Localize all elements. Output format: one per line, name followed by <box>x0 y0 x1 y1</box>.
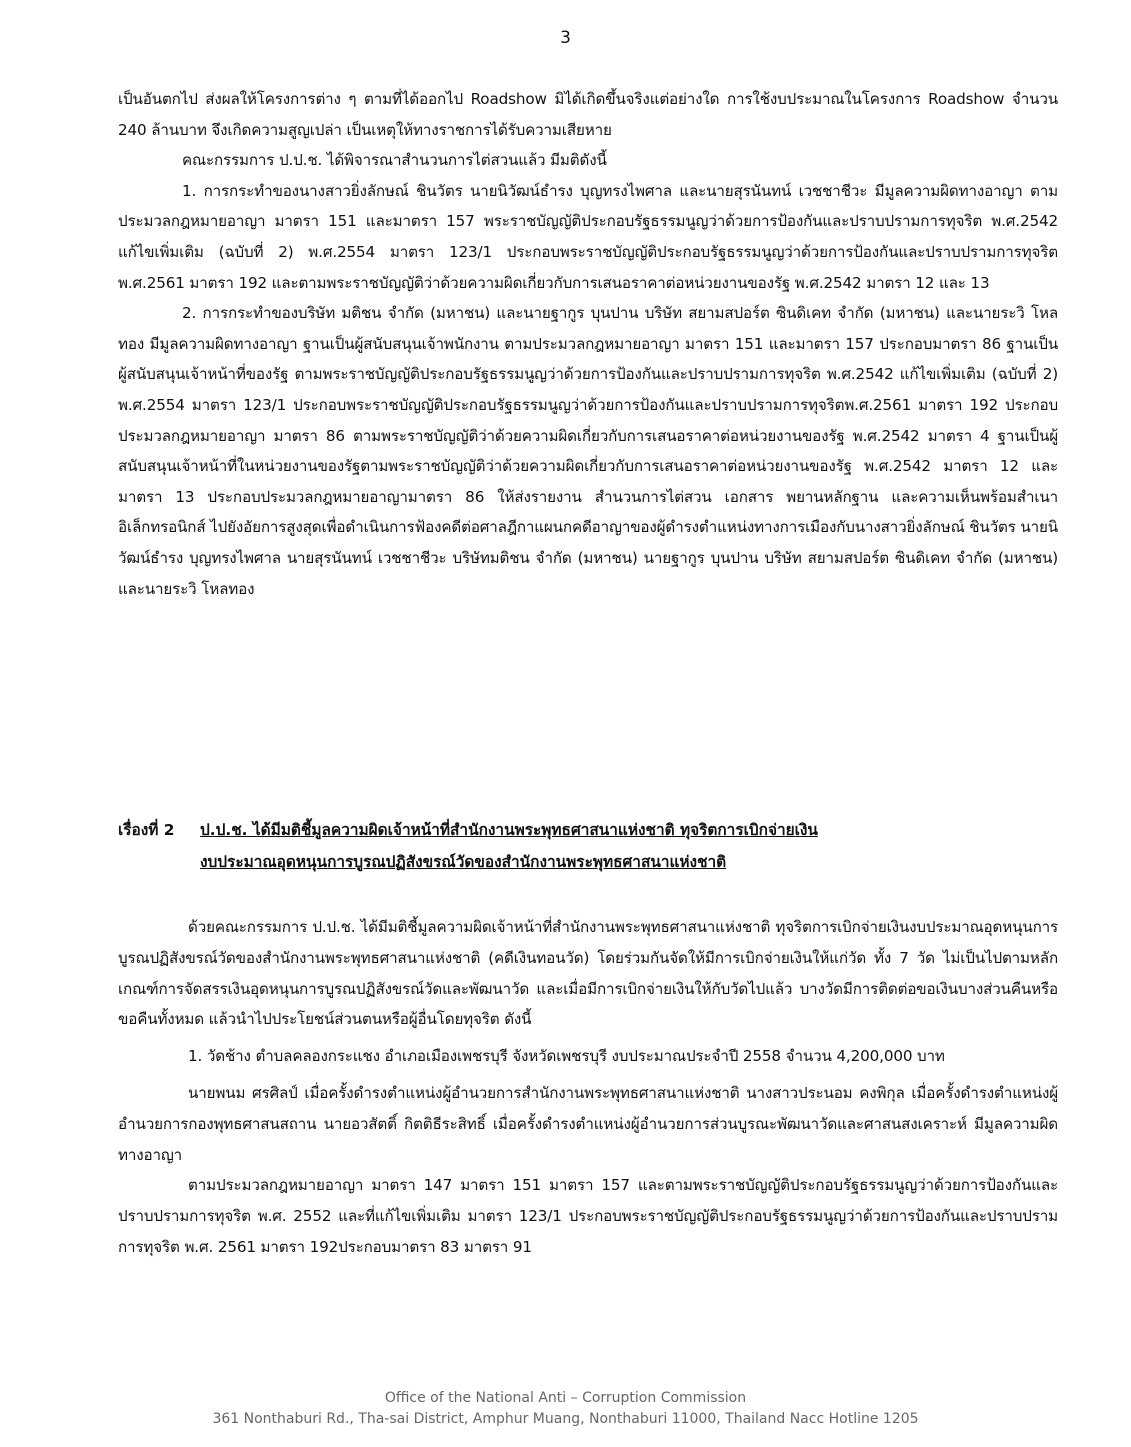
paragraph-summary: ด้วยคณะกรรมการ ป.ป.ช. ได้มีมติชี้มูลความผิดเจ้าหน้าที่สำนักงานพระพุทธศาสนาแห่งชาติ ทุจริตการเบิกจ่ายเงินงบประมาณอุดหนุนการบูรณปฏิสังขรณ์วัดของสำนักงานพระพุทธศาสนาแห่งชาติ (คดีเงินทอนวัด) โดยร่วมกันจัดให้มีการเบิกจ่ายเงินให้แก่วัด ทั้ง 7 วัด ไม่เป็นไปตามหลักเกณฑ์การจัดสรรเงินอุดหนุนการบูรณปฏิสังขรณ์วัดและพัฒนาวัด และเมื่อมีการเบิกจ่ายเงินให้กับวัดไปแล้ว บางวัดมีการติดต่อขอเงินบางส่วนคืนหรือขอคืนทั้งหมด แล้วนำไปประโยชน์ส่วนตนหรือผู้อื่นโดยทุจริต ดังนี้ <box>118 918 1058 1029</box>
section-2-heading <box>118 814 1058 878</box>
heading-label: เรื่องที่ 2 <box>118 821 175 839</box>
paragraph-continuation: เป็นอันตกไป ส่งผลให้โครงการต่าง ๆ ตามที่ได้ออกไป Roadshow มิได้เกิดขึ้นจริงแต่อย่างใด การใช้งบประมาณในโครงการ Roadshow จำนวน 240 ล้านบาท จึงเกิดความสูญเปล่า เป็นเหตุให้ทางราชการได้รับความเสียหาย <box>118 90 1058 139</box>
paragraph-accused: นายพนม ศรศิลป์ เมื่อครั้งดำรงตำแหน่งผู้อำนวยการสำนักงานพระพุทธศาสนาแห่งชาติ นางสาวประนอม คงพิกุล เมื่อครั้งดำรงตำแหน่งผู้อำนวยการกองพุทธศาสนสถาน นายอวสัตติ์ กิตติธีระสิทธิ์ เมื่อครั้งดำรงตำแหน่งผู้อำนวยการส่วนบูรณะพัฒนาวัดและศาสนสงเคราะห์ มีมูลความผิดทางอาญา <box>118 1083 1058 1164</box>
paragraph-legal-basis: ตามประมวลกฎหมายอาญา มาตรา 147 มาตรา 151 มาตรา 157 และตามพระราชบัญญัติประกอบรัฐธรรมนูญว่าด้วยการป้องกันและปราบปรามการทุจริต พ.ศ. 2552 และที่แก้ไขเพิ่มเติม มาตรา 123/1 ประกอบพระราชบัญญัติประกอบรัฐธรรมนูญว่าด้วยการป้องกันและปราบปรามการทุจริต พ.ศ. 2561 มาตรา 192ประกอบมาตรา 83 มาตรา 91 <box>118 1176 1058 1256</box>
resolution-item-2: 2. การกระทำของบริษัท มติชน จำกัด (มหาชน) และนายฐากูร บุนปาน บริษัท สยามสปอร์ต ซินดิเคท จำกัด (มหาชน) และนายระวิ โหลทอง มีมูลความผิดทางอาญา ฐานเป็นผู้สนับสนุนเจ้าพนักงาน ตามประมวลกฎหมายอาญา มาตรา 151 และมาตรา 157 ประกอบมาตรา 86 ฐานเป็นผู้สนับสนุนเจ้าหน้าที่ของรัฐ ตามพระราชบัญญัติประกอบรัฐธรรมนูญว่าด้วยการป้องกันและปราบปรามการทุจริต พ.ศ.2542 แก้ไขเพิ่มเติม (ฉบับที่ 2) พ.ศ.2554 มาตรา 123/1 ประกอบพระราชบัญญัติประกอบรัฐธรรมนูญว่าด้วยการป้องกันและปราบปรามการทุจริตพ.ศ.2561 มาตรา 192 ประกอบประมวลกฎหมายอาญา มาตรา 86 ตามพระราชบัญญัติว่าด้วยความผิดเกี่ยวกับการเสนอราคาต่อหน่วยงานของรัฐ พ.ศ.2542 มาตรา 4 ฐานเป็นผู้สนับสนุนเจ้าหน้าที่ในหน่วยงานของรัฐตามพระราชบัญญัติว่าด้วยความผิดเกี่ยวกับการเสนอราคาต่อหน่วยงานของรัฐ พ.ศ.2542 มาตรา 12 และมาตรา 13 ประกอบประมวลกฎหมายอาญามาตรา 86 ให้ส่งรายงาน สำนวนการไต่สวน เอกสาร พยานหลักฐาน และความเห็นพร้อมสำเนาอิเล็กทรอนิกส์ ไปยังอัยการสูงสุดเพื่อดำเนินการฟ้องคดีต่อศาลฎีกาแผนกคดีอาญาของผู้ดำรงตำแหน่งทางการเมืองกับนางสาวยิ่งลักษณ์ ชินวัตร นายนิวัฒน์ธำรง บุญทรงไพศาล นายสุรนันทน์ เวชชาชีวะ บริษัทมติชน จำกัด (มหาชน) นายฐากูร บุนปาน บริษัท สยามสปอร์ต ซินดิเคท จำกัด (มหาชน) และนายระวิ โหลทอง <box>118 304 1058 598</box>
page-footer <box>0 1388 1131 1430</box>
resolution-item-1: 1. การกระทำของนางสาวยิ่งลักษณ์ ชินวัตร นายนิวัฒน์ธำรง บุญทรงไพศาล และนายสุรนันทน์ เวชชาชีวะ มีมูลความผิดทางอาญา ตามประมวลกฎหมายอาญา มาตรา 151 และมาตรา 157 พระราชบัญญัติประกอบรัฐธรรมนูญว่าด้วยการป้องกันและปราบปรามการทุจริต พ.ศ.2542 แก้ไขเพิ่มเติม (ฉบับที่ 2) พ.ศ.2554 มาตรา 123/1 ประกอบพระราชบัญญัติประกอบรัฐธรรมนูญว่าด้วยการป้องกันและปราบปรามการทุจริต พ.ศ.2561 มาตรา 192 และตามพระราชบัญญัติว่าด้วยความผิดเกี่ยวกับการเสนอราคาต่อหน่วยงานของรัฐ พ.ศ.2542 มาตรา 12 และ 13 <box>118 181 1058 292</box>
paragraph-temple-item-1: 1. วัดช้าง ตำบลคลองกระแชง อำเภอเมืองเพชรบุรี จังหวัดเพชรบุรี งบประมาณประจำปี 2558 จำนวน 4,200,000 บาท <box>188 1047 945 1066</box>
heading-line-2 <box>118 846 1058 878</box>
section-2-body <box>118 912 1058 1263</box>
heading-title-line-1: ป.ป.ช. ได้มีมติชี้มูลความผิดเจ้าหน้าที่สำนักงานพระพุทธศาสนาแห่งชาติ ทุจริตการเบิกจ่ายเงิน <box>200 821 818 839</box>
footer-address: 361 Nonthaburi Rd., Tha-sai District, Amphur Muang, Nonthaburi 11000, Thailand Nacc Hotline 1205 <box>212 1411 919 1427</box>
page-number: 3 <box>560 28 571 48</box>
heading-line-1 <box>118 814 1058 846</box>
footer-office-name: Office of the National Anti – Corruption Commission <box>384 1390 747 1406</box>
section-1-body <box>118 84 1058 604</box>
heading-title-line-2: งบประมาณอุดหนุนการบูรณปฏิสังขรณ์วัดของสำนักงานพระพุทธศาสนาแห่งชาติ <box>200 853 727 871</box>
paragraph-resolution-intro: คณะกรรมการ ป.ป.ช. ได้พิจารณาสำนวนการไต่สวนแล้ว มีมติดังนี้ <box>182 151 607 170</box>
